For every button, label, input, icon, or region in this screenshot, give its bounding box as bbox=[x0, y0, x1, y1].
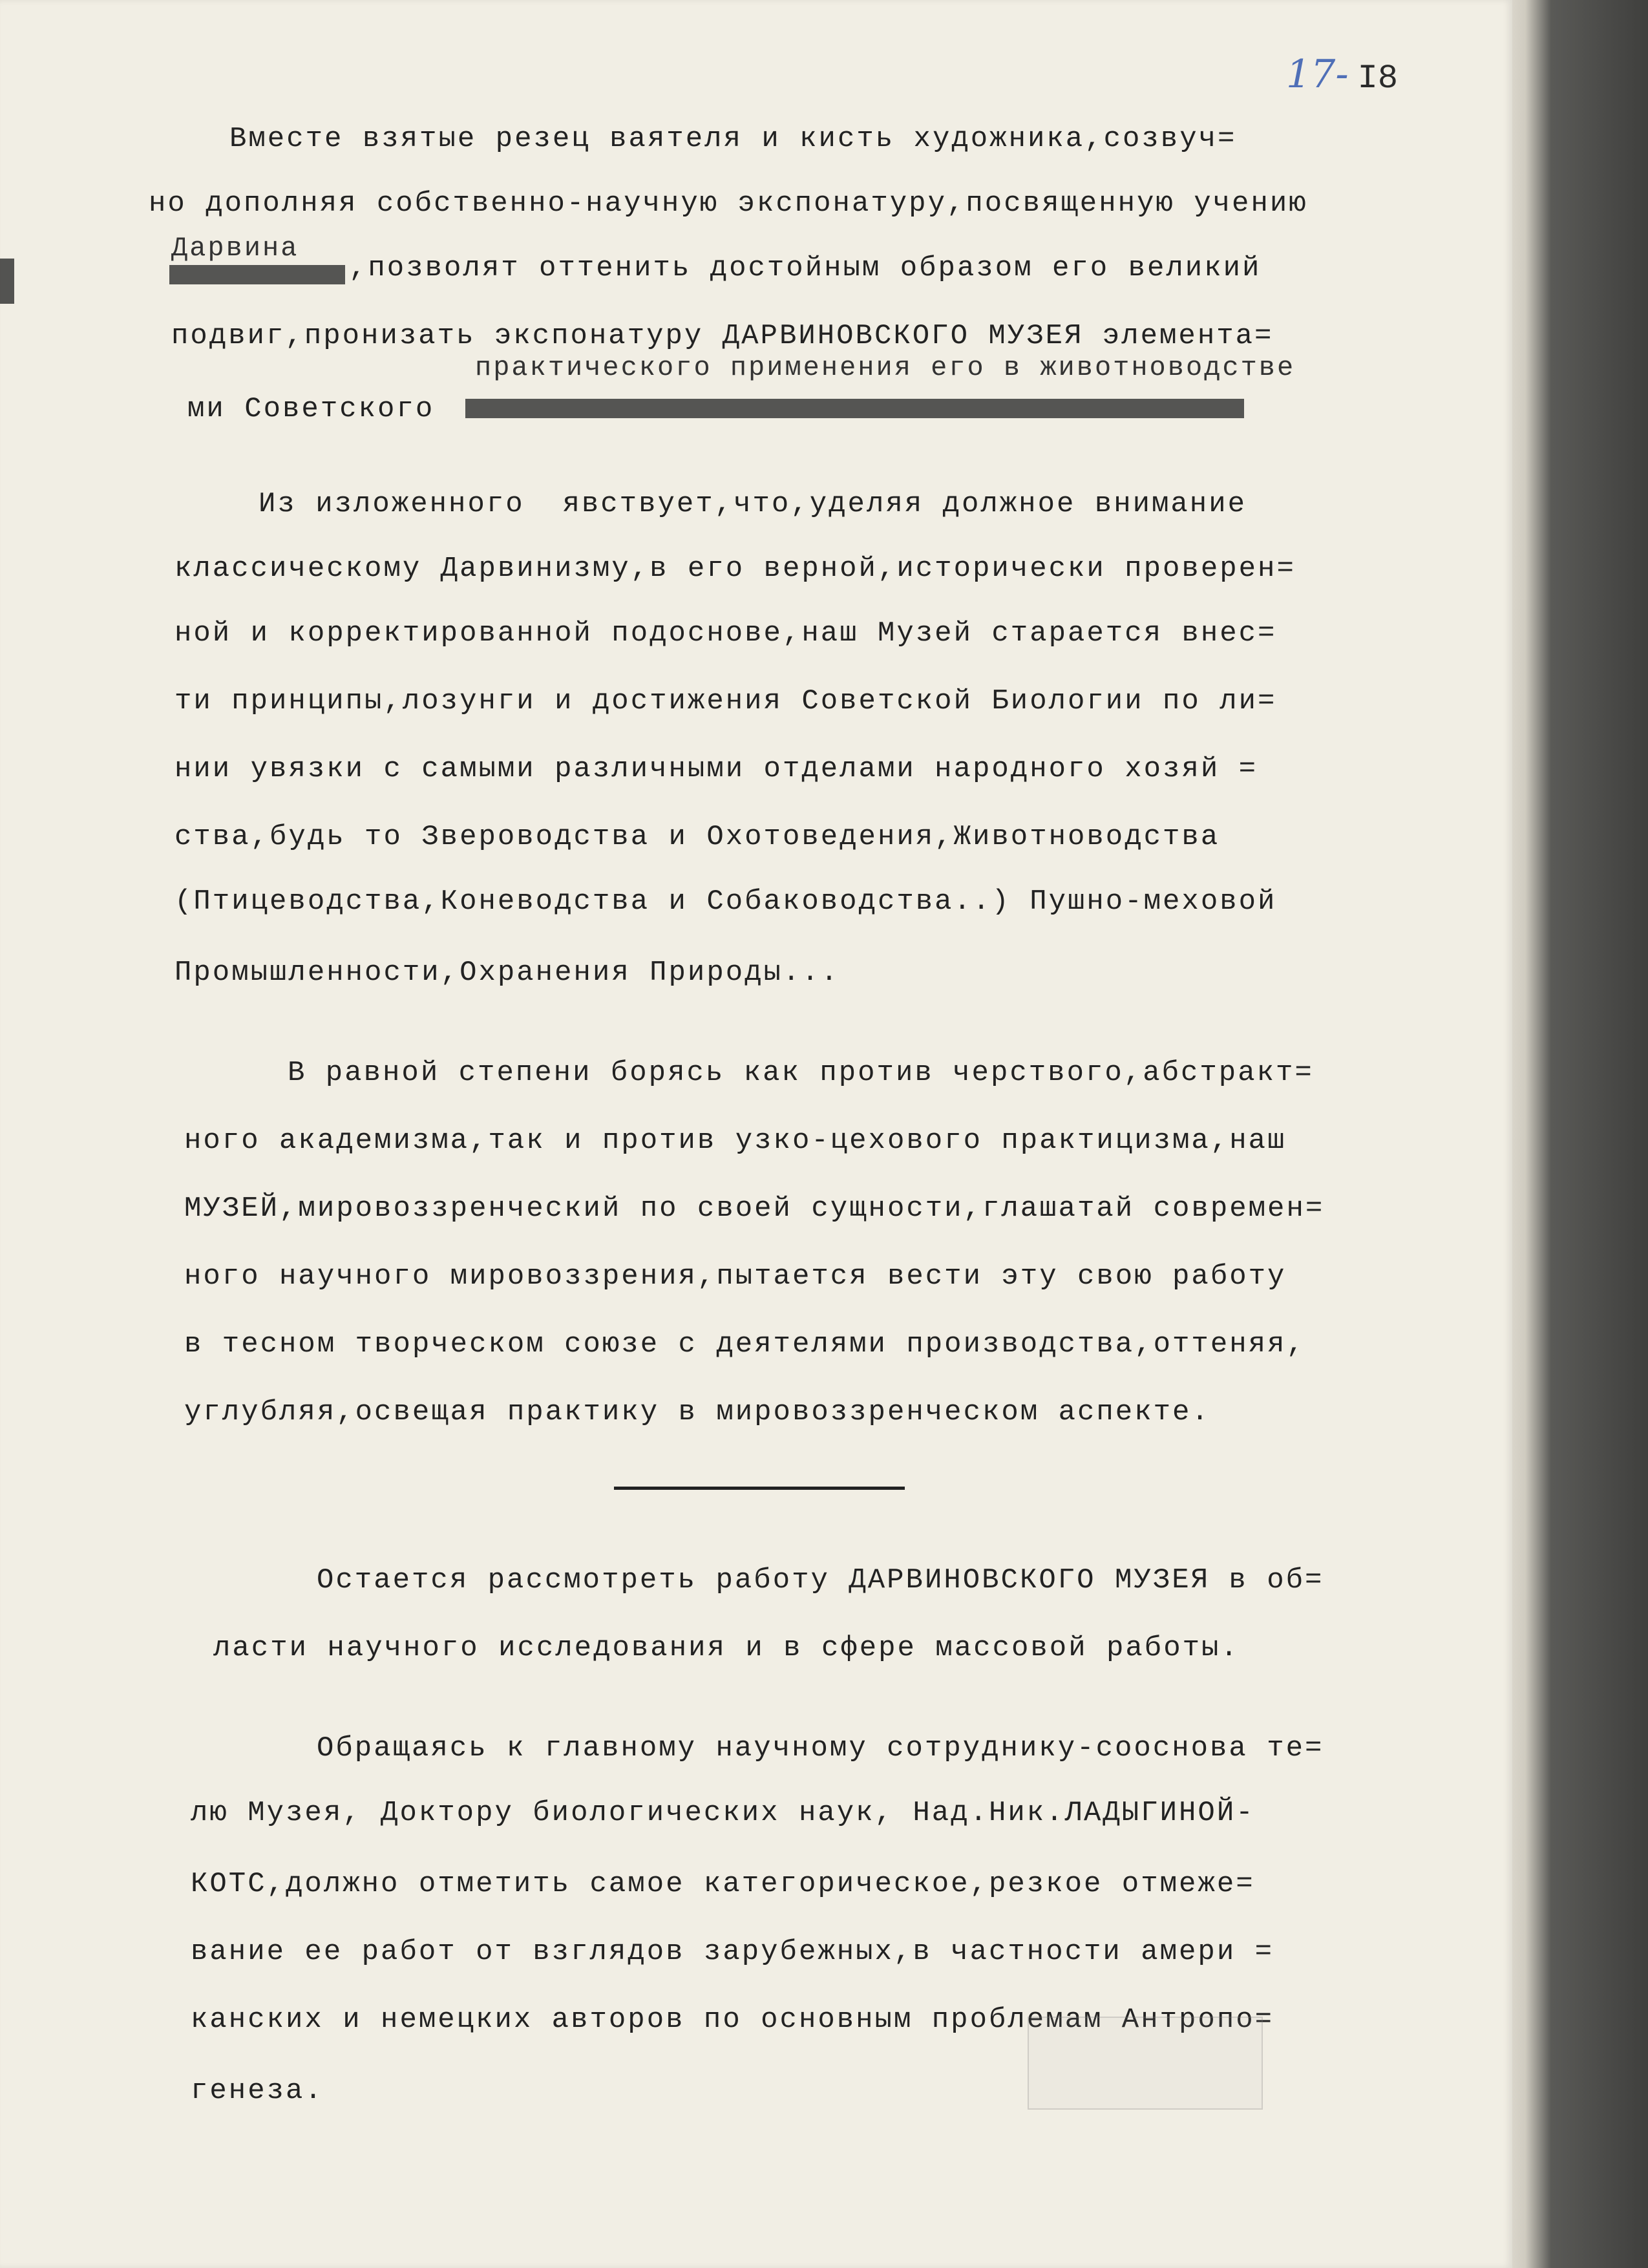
paragraph-1-line-2: но дополняя собственно-научную экспонатуру,посвященную учению bbox=[149, 187, 1308, 220]
paragraph-3-line-4: ного научного мировоззрения,пытается вести эту свою работу bbox=[184, 1260, 1287, 1293]
paragraph-1-line-3: ,позволят оттенить достойным образом его великий bbox=[349, 252, 1262, 284]
paragraph-5-line-4: вание ее работ от взглядов зарубежных,в частности амери = bbox=[191, 1936, 1274, 1968]
paragraph-2-line-2: классическому Дарвинизму,в его верной,исторически проверен= bbox=[174, 553, 1296, 585]
paragraph-5-line-3: КОТС,должно отметить самое категорическое,резкое отмеже= bbox=[191, 1868, 1255, 1900]
margin-ink-mark bbox=[0, 259, 14, 304]
handwritten-page-number: 17- bbox=[1286, 52, 1349, 97]
paragraph-1-line-4: подвиг,пронизать экспонатуру ДАРВИНОВСКОГО МУЗЕЯ элемента= bbox=[171, 320, 1274, 352]
section-divider bbox=[614, 1487, 905, 1490]
paragraph-3-line-1: В равной степени борясь как против черствого,абстракт= bbox=[288, 1057, 1314, 1089]
paragraph-5-line-5: канских и немецких авторов по основным проблемам Антропо= bbox=[191, 2004, 1274, 2036]
paragraph-3-line-5: в тесном творческом союзе с деятелями производства,оттеняя, bbox=[184, 1328, 1305, 1361]
faint-stamp-impression bbox=[1028, 2017, 1263, 2110]
paragraph-2-line-3: ной и корректированной подоснове,наш Музей старается внес= bbox=[174, 617, 1277, 650]
paragraph-3-line-6: углубляя,освещая практику в мировоззренческом аспекте. bbox=[184, 1396, 1210, 1428]
page-number bbox=[1286, 52, 1398, 98]
inserted-phrase-practical: практического применения его в животноводстве bbox=[475, 352, 1296, 383]
paragraph-4-line-1: Остается рассмотреть работу ДАРВИНОВСКОГО МУЗЕЯ в об= bbox=[317, 1564, 1324, 1596]
typed-page-number: I8 bbox=[1357, 59, 1399, 98]
paragraph-4-line-2: ласти научного исследования и в сфере массовой работы. bbox=[213, 1632, 1240, 1664]
paragraph-3-line-2: ного академизма,так и против узко-цехового практицизма,наш bbox=[184, 1125, 1287, 1157]
scan-edge-background bbox=[1512, 0, 1648, 2268]
paragraph-2-line-7: (Птицеводства,Коневодства и Собаководства..) Пушно-меховой bbox=[174, 885, 1277, 918]
paragraph-1-line-5: ми Советского bbox=[187, 393, 435, 425]
paragraph-5-line-6: генеза. bbox=[191, 2075, 324, 2107]
paragraph-5-line-2: лю Музея, Доктору биологических наук, Над.Ник.ЛАДЫГИНОЙ- bbox=[191, 1797, 1255, 1829]
paragraph-2-line-4: ти принципы,лозунги и достижения Советской Биологии по ли= bbox=[174, 685, 1277, 717]
paragraph-3-line-3: МУЗЕЙ,мировоззренческий по своей сущности,глашатай современ= bbox=[184, 1192, 1325, 1225]
paragraph-2-line-1: Из изложенного явствует,что,уделяя должное внимание bbox=[259, 488, 1247, 520]
paragraph-1-line-1: Вместе взятые резец ваятеля и кисть художника,созвуч= bbox=[229, 123, 1237, 155]
struck-through-text bbox=[465, 399, 1244, 418]
struck-through-text bbox=[169, 265, 345, 284]
inserted-word-darwin: Дарвина bbox=[171, 233, 299, 264]
paragraph-5-line-1: Обращаясь к главному научному сотруднику-сооснова те= bbox=[317, 1732, 1324, 1765]
paragraph-2-line-5: нии увязки с самыми различными отделами народного хозяй = bbox=[174, 753, 1258, 785]
paragraph-2-line-6: ства,будь то Звероводства и Охотоведения,Животноводства bbox=[174, 821, 1220, 853]
paragraph-2-line-8: Промышленности,Охранения Природы... bbox=[174, 957, 840, 989]
